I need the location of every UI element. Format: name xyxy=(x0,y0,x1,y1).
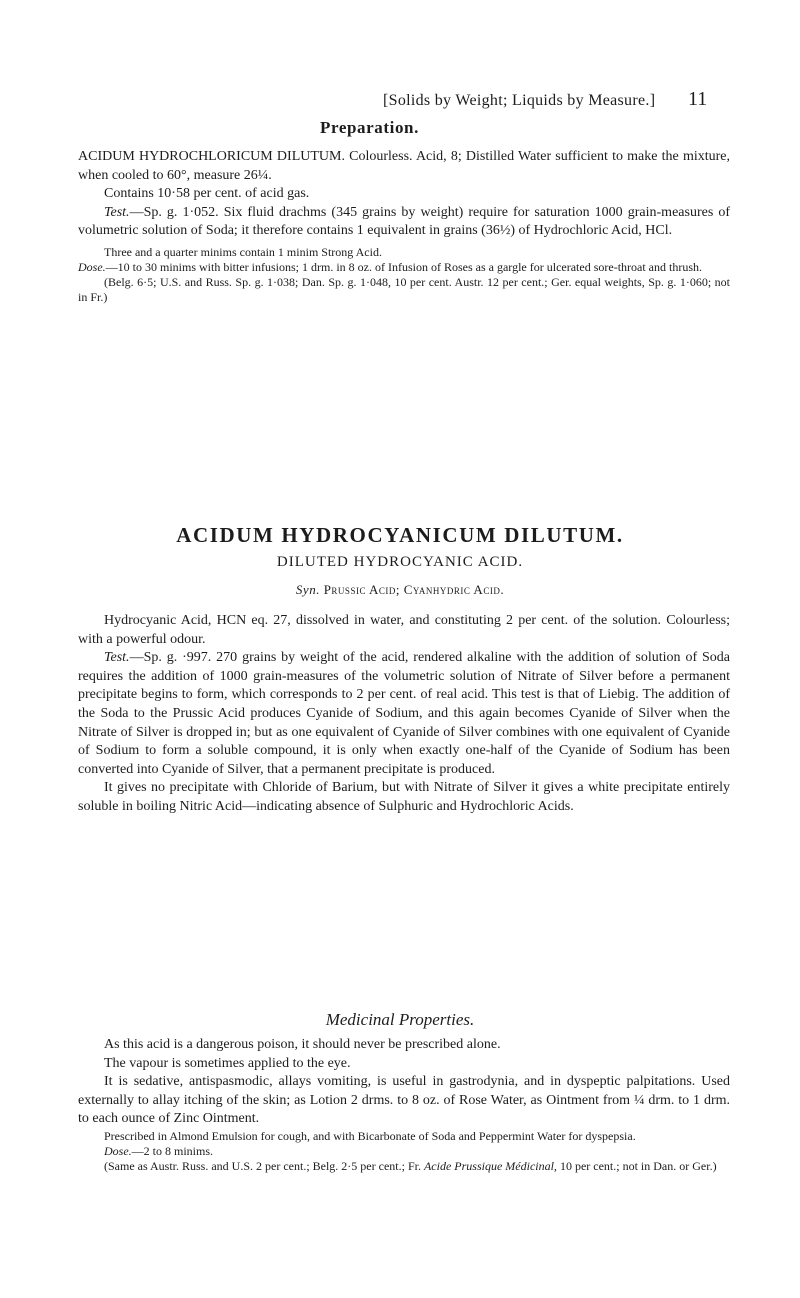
hydrocyanic-test-text: —Sp. g. ·997. 270 grains by weight of the acid, rendered alkaline with the addition of solution of Soda requires the addition of 1000 grain-measures of the volumetric solution of Nitrate of Silver before a permanent precipitate begins to form, which corresponds to 2 per cent. of real acid. This test is that of Liebig. The addition of the Soda to the Prussic Acid produces Cyanide of Sodium, and this again becomes Cyanide of Silver when the Nitrate of Silver is dropped in; but as one equivalent of Cyanide of Silver combines with one equivalent of Cyanide of Sodium to form a soluble compound, it is only when exactly one-half of the Cyanide of Sodium has been converted into Cyanide of Silver, that a permanent precipitate is produced. xyxy=(78,650,730,777)
medicinal-warning: As this acid is a dangerous poison, it should never be prescribed alone. xyxy=(104,1037,501,1052)
entry-subtitle: DILUTED HYDROCYANIC ACID. xyxy=(276,554,524,570)
note-italic: Acide Prussique Médicinal, xyxy=(423,1158,557,1173)
hydrocyanic-test-2: It gives no precipitate with Chloride of Barium, but with Nitrate of Silver it gives a white precipitate entirely soluble in boiling Nitric Acid—indicating absence of Sulphuric and Hydrochloric Acids. xyxy=(78,780,730,814)
medicinal-vapour: The vapour is sometimes applied to the eye. xyxy=(104,1055,351,1071)
preparation-paragraph xyxy=(78,148,730,185)
note-tail: 10 per cent.; not in Dan. or Ger.) xyxy=(556,1158,717,1173)
preparation-heading: Preparation. xyxy=(320,118,419,137)
test-label-2: Test. xyxy=(104,650,130,666)
medicinal-dose xyxy=(78,1144,730,1159)
pharmacopoeia-note: (Belg. 6·5; U.S. and Russ. Sp. g. 1·038; Dan. Sp. g. 1·048, 10 per cent. Austr. 12 per cent.; Ger. equal weights, Sp. g. 1·060; not in Fr.) xyxy=(78,274,730,304)
page-number: 11 xyxy=(688,88,708,110)
medicinal-section xyxy=(78,1036,730,1174)
preparation-section xyxy=(78,148,730,305)
entry-title: ACIDUM HYDROCYANICUM DILUTUM. xyxy=(176,523,624,547)
dose-text: —10 to 30 minims with bitter infusions; 1 drm. in 8 oz. of Infusion of Roses as a gargle for ulcerated sore-throat and thrush. xyxy=(105,259,703,274)
strong-acid-note: Three and a quarter minims contain 1 minim Strong Acid. xyxy=(104,244,382,259)
note-text: (Same as Austr. Russ. and U.S. 2 per cent.; Belg. 2·5 per cent.; Fr. xyxy=(104,1158,424,1173)
dose-label: Dose. xyxy=(78,259,106,274)
hydrocyanic-section xyxy=(78,612,730,817)
preparation-title: ACIDUM HYDROCHLORICUM DILUTUM. xyxy=(78,149,345,164)
synonyms: Prussic Acid; Cyanhydric Acid. xyxy=(323,582,505,597)
syn-label: Syn. xyxy=(295,582,320,597)
dose-text-2: —2 to 8 minims. xyxy=(131,1143,214,1158)
synonyms-line xyxy=(0,582,800,598)
preparation-text: Colourless. Acid, 8; Distilled Water sufficient to make the mixture, when cooled to 60°, measure 26¼. xyxy=(78,149,730,183)
medicinal-note xyxy=(78,1159,730,1174)
acid-gas-content: Contains 10·58 per cent. of acid gas. xyxy=(104,186,310,202)
preparation-test xyxy=(78,204,730,241)
medicinal-heading: Medicinal Properties. xyxy=(325,1010,475,1029)
running-head: [Solids by Weight; Liquids by Measure.] xyxy=(383,92,656,109)
medicinal-prescribed: Prescribed in Almond Emulsion for cough, and with Bicarbonate of Soda and Peppermint Water for dyspepsia. xyxy=(104,1128,636,1143)
dose-label-2: Dose. xyxy=(104,1143,132,1158)
hydrocyanic-intro: Hydrocyanic Acid, HCN eq. 27, dissolved in water, and constituting 2 per cent. of the solution. Colourless; with a powerful odour. xyxy=(78,613,730,647)
preparation-dose xyxy=(78,260,730,275)
hydrocyanic-test xyxy=(78,649,730,779)
medicinal-uses: It is sedative, antispasmodic, allays vomiting, is useful in gastrodynia, and in dyspeptic palpitations. Used externally to allay itching of the skin; as Lotion 2 drms. to 8 oz. of Rose Water, as Ointment from ¼ drm. to 1 drm. to each ounce of Zinc Ointment. xyxy=(78,1074,730,1127)
test-text: —Sp. g. 1·052. Six fluid drachms (345 grains by weight) require for saturation 1000 grain-measures of volumetric solution of Soda; it therefore contains 1 equivalent in grains (36½) of Hydrochloric Acid, HCl. xyxy=(78,204,730,239)
test-label: Test. xyxy=(104,204,130,220)
